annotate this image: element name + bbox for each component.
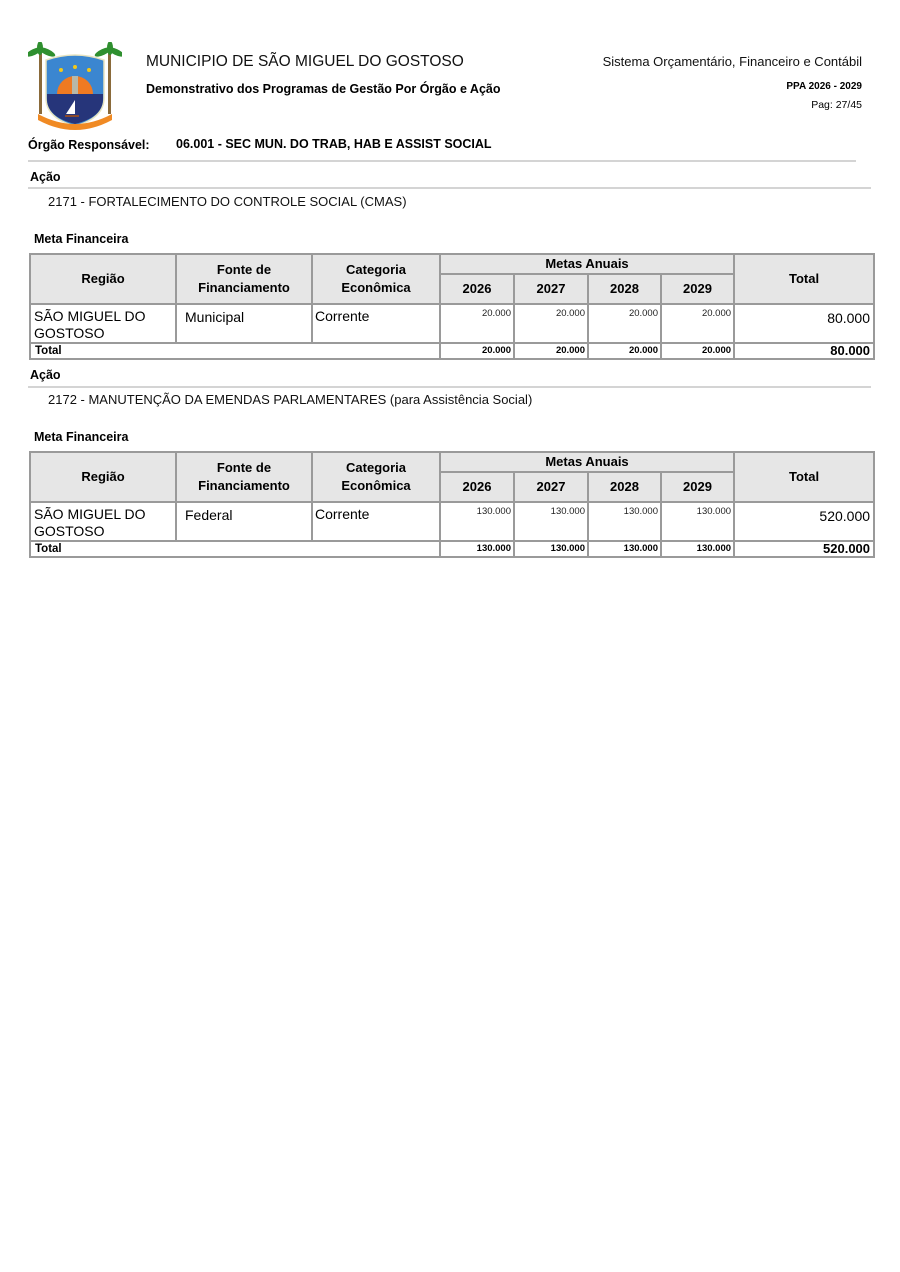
cell-year-value: 20.000	[661, 304, 734, 343]
system-name: Sistema Orçamentário, Financeiro e Contábil	[602, 54, 862, 69]
col-header-fonte: Fonte de Financiamento	[176, 254, 312, 304]
cell-categoria: Corrente	[312, 304, 440, 343]
cell-total: 520.000	[734, 502, 874, 541]
meta-financeira-label: Meta Financeira	[34, 232, 129, 246]
separator	[28, 386, 871, 388]
col-header-year: 2028	[588, 472, 661, 502]
meta-financeira-table	[29, 451, 875, 558]
col-header-metas-anuais: Metas Anuais	[440, 254, 734, 274]
page-number: Pag: 27/45	[811, 99, 862, 111]
col-header-categoria: Categoria Econômica	[312, 452, 440, 502]
col-header-year: 2026	[440, 274, 514, 304]
col-header-year: 2028	[588, 274, 661, 304]
col-header-metas-anuais: Metas Anuais	[440, 452, 734, 472]
total-year-value: 20.000	[514, 343, 588, 359]
col-header-year: 2027	[514, 472, 588, 502]
orgao-value: 06.001 - SEC MUN. DO TRAB, HAB E ASSIST SOCIAL	[176, 137, 492, 151]
col-header-year: 2026	[440, 472, 514, 502]
grand-total: 80.000	[734, 343, 874, 359]
cell-categoria: Corrente	[312, 502, 440, 541]
col-header-categoria: Categoria Econômica	[312, 254, 440, 304]
cell-fonte: Municipal	[176, 304, 312, 343]
cell-regiao: SÃO MIGUEL DO GOSTOSO	[30, 502, 176, 541]
col-header-year: 2027	[514, 274, 588, 304]
separator	[28, 187, 871, 189]
acao-title: 2171 - FORTALECIMENTO DO CONTROLE SOCIAL (CMAS)	[48, 194, 407, 209]
acao-label: Ação	[30, 170, 61, 184]
col-header-total: Total	[734, 254, 874, 304]
cell-year-value: 20.000	[588, 304, 661, 343]
cell-year-value: 130.000	[440, 502, 514, 541]
col-header-year: 2029	[661, 472, 734, 502]
cell-regiao: SÃO MIGUEL DO GOSTOSO	[30, 304, 176, 343]
municipal-coat-of-arms-logo	[28, 42, 122, 130]
total-year-value: 20.000	[661, 343, 734, 359]
total-label: Total	[30, 343, 440, 359]
table-total-row	[30, 541, 874, 557]
cell-year-value: 130.000	[588, 502, 661, 541]
acao-title: 2172 - MANUTENÇÃO DA EMENDAS PARLAMENTARES (para Assistência Social)	[48, 392, 533, 407]
cell-fonte: Federal	[176, 502, 312, 541]
total-year-value: 130.000	[514, 541, 588, 557]
municipality-name: MUNICIPIO DE SÃO MIGUEL DO GOSTOSO	[146, 53, 464, 70]
col-header-year: 2029	[661, 274, 734, 304]
total-year-value: 130.000	[588, 541, 661, 557]
separator	[28, 160, 856, 162]
orgao-label: Órgão Responsável:	[28, 138, 150, 152]
meta-financeira-table	[29, 253, 875, 360]
coat-of-arms-icon	[28, 42, 122, 130]
cell-year-value: 130.000	[661, 502, 734, 541]
report-title: Demonstrativo dos Programas de Gestão Por Órgão e Ação	[146, 82, 501, 96]
total-year-value: 130.000	[661, 541, 734, 557]
total-label: Total	[30, 541, 440, 557]
cell-total: 80.000	[734, 304, 874, 343]
col-header-total: Total	[734, 452, 874, 502]
col-header-fonte: Fonte de Financiamento	[176, 452, 312, 502]
grand-total: 520.000	[734, 541, 874, 557]
cell-year-value: 20.000	[514, 304, 588, 343]
col-header-regiao: Região	[30, 452, 176, 502]
col-header-regiao: Região	[30, 254, 176, 304]
total-year-value: 20.000	[588, 343, 661, 359]
total-year-value: 20.000	[440, 343, 514, 359]
total-year-value: 130.000	[440, 541, 514, 557]
table-row	[30, 502, 874, 541]
table-total-row	[30, 343, 874, 359]
cell-year-value: 130.000	[514, 502, 588, 541]
meta-financeira-label: Meta Financeira	[34, 430, 129, 444]
table-row	[30, 304, 874, 343]
ppa-period: PPA 2026 - 2029	[786, 81, 862, 92]
acao-label: Ação	[30, 368, 61, 382]
cell-year-value: 20.000	[440, 304, 514, 343]
